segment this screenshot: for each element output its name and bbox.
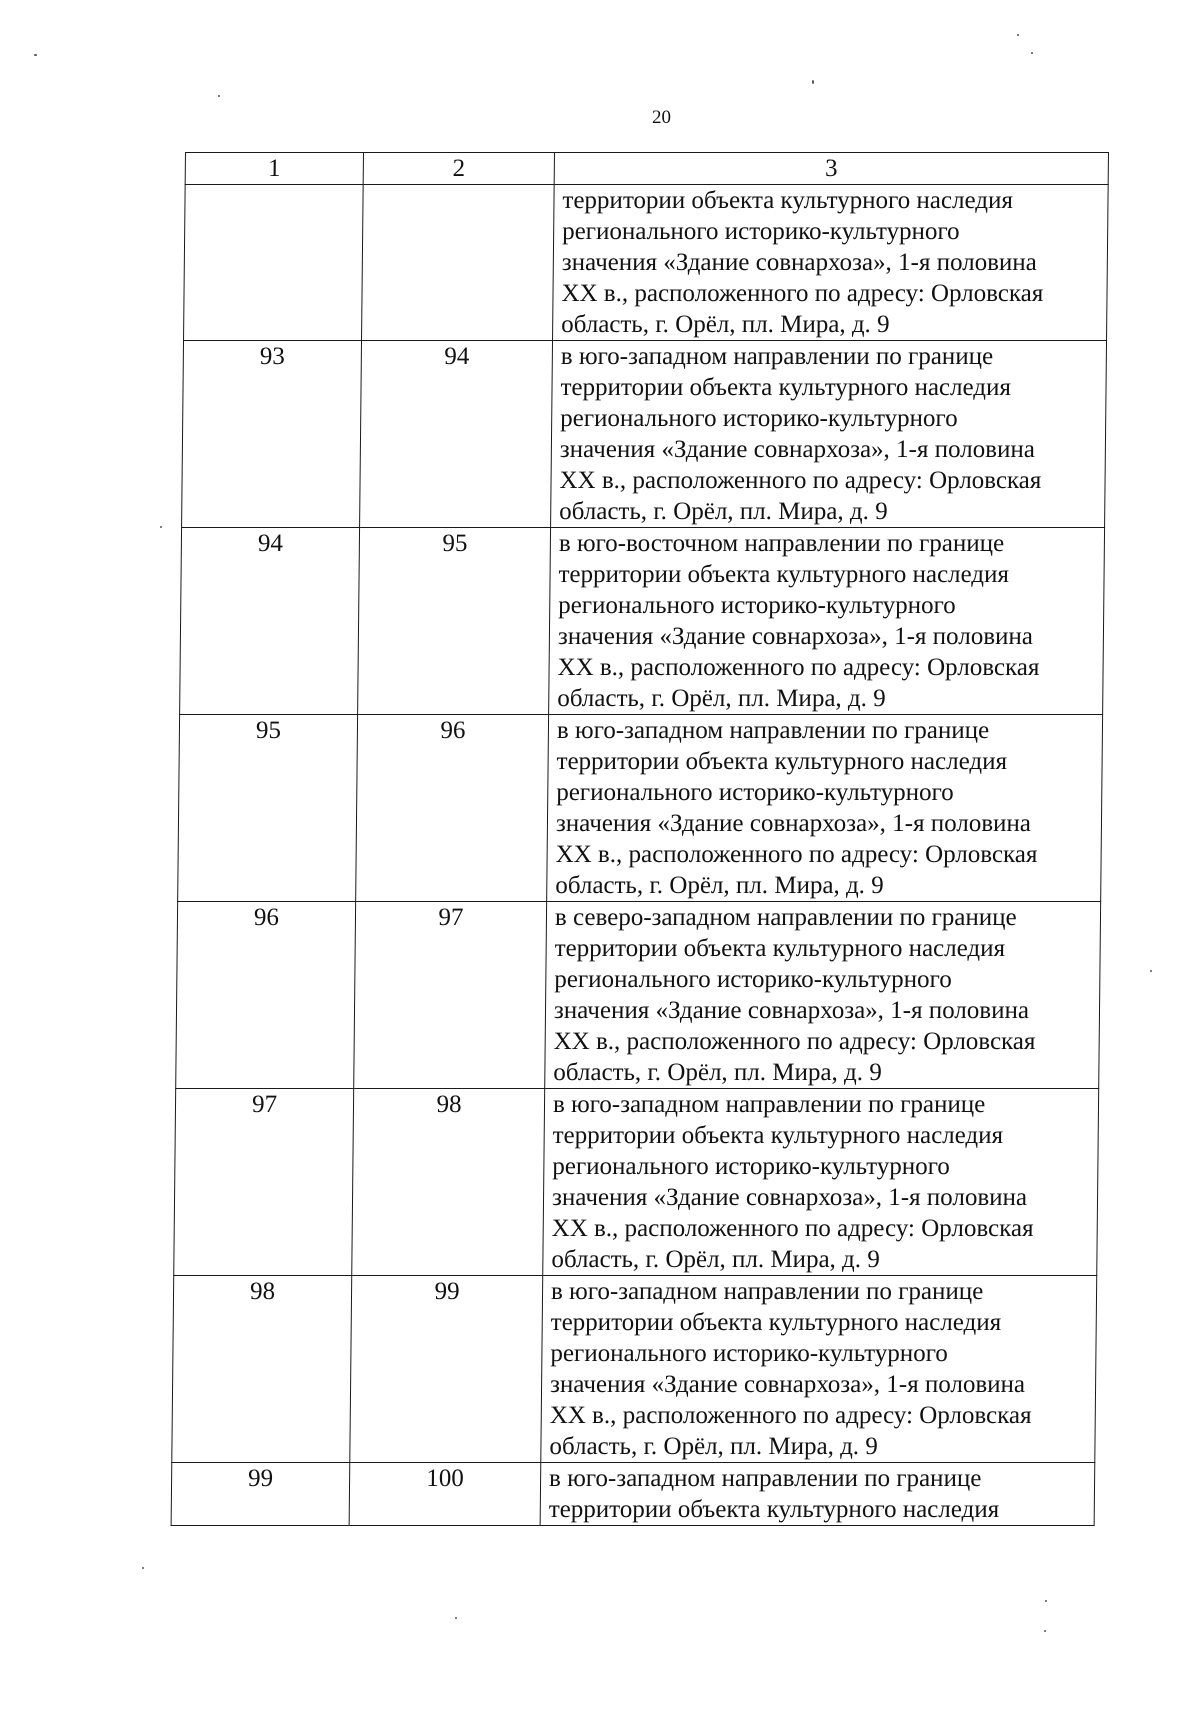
to-point-cell: 96 — [356, 715, 549, 902]
description-line: территории объекта культурного наследия — [548, 1496, 1000, 1523]
description-line: регионального историко-культурного — [558, 592, 956, 619]
from-point-cell — [184, 185, 364, 341]
description-line: в юго-западном направлении по границе — [560, 343, 994, 370]
description-line: область, г. Орёл, пл. Мира, д. 9 — [551, 1246, 880, 1273]
table-row — [180, 528, 1105, 715]
from-point-cell: 94 — [180, 528, 360, 715]
table-row — [174, 1089, 1099, 1276]
description-line: XX в., расположенного по адресу: Орловская — [551, 1215, 1034, 1242]
from-point-cell: 96 — [176, 902, 356, 1089]
scan-speck — [455, 1617, 457, 1619]
table-header-row — [185, 153, 1108, 185]
description-line: в юго-западном направлении по границе — [550, 1278, 984, 1305]
description-line: XX в., расположенного по адресу: Орловская — [557, 654, 1040, 681]
description-cell — [543, 1089, 1099, 1276]
boundary-points-table — [171, 152, 1109, 1526]
description-line: в северо-западном направлении по границе — [554, 904, 1017, 931]
description-line: XX в., расположенного по адресу: Орловская — [555, 841, 1038, 868]
description-line: регионального историко-культурного — [554, 966, 952, 993]
description-line: область, г. Орёл, пл. Мира, д. 9 — [559, 498, 888, 525]
to-point-cell: 94 — [360, 341, 553, 528]
description-line: территории объекта культурного наследия — [552, 1122, 1004, 1149]
from-point-cell: 93 — [182, 341, 362, 528]
scan-speck — [1044, 1630, 1046, 1632]
description-cell — [549, 528, 1105, 715]
scan-speck — [1150, 970, 1152, 972]
description-line: XX в., расположенного по адресу: Орловская — [553, 1028, 1036, 1055]
description-line: область, г. Орёл, пл. Мира, д. 9 — [557, 685, 886, 712]
description-line: территории объекта культурного наследия — [556, 748, 1008, 775]
table-row — [182, 341, 1107, 528]
description-line: регионального историко-культурного — [556, 779, 954, 806]
description-line: регионального историко-культурного — [560, 405, 958, 432]
description-line: значения «Здание совнархоза», 1-я половина — [559, 436, 1036, 463]
scan-speck — [812, 80, 814, 84]
description-line: в юго-восточном направлении по границе — [558, 530, 1005, 557]
description-line: значения «Здание совнархоза», 1-я половина — [551, 1184, 1028, 1211]
description-line: регионального историко-культурного — [550, 1340, 948, 1367]
table-row — [176, 902, 1101, 1089]
scan-speck — [142, 1567, 144, 1569]
description-line: в юго-западном направлении по границе — [552, 1091, 986, 1118]
description-cell — [553, 185, 1109, 341]
table-row — [172, 1276, 1097, 1463]
description-line: область, г. Орёл, пл. Мира, д. 9 — [553, 1059, 882, 1086]
description-line: регионального историко-культурного — [552, 1153, 950, 1180]
scan-speck — [1017, 34, 1019, 36]
description-line: значения «Здание совнархоза», 1-я половина — [557, 623, 1034, 650]
description-line: XX в., расположенного по адресу: Орловская — [559, 467, 1042, 494]
from-point-cell: 95 — [178, 715, 358, 902]
description-cell — [545, 902, 1101, 1089]
description-line: XX в., расположенного по адресу: Орловская — [549, 1402, 1032, 1429]
to-point-cell: 97 — [354, 902, 547, 1089]
description-line: значения «Здание совнархоза», 1-я половина — [561, 249, 1037, 276]
description-line: XX в., расположенного по адресу: Орловская — [561, 280, 1044, 307]
description-cell — [551, 341, 1107, 528]
description-line: область, г. Орёл, пл. Мира, д. 9 — [549, 1433, 879, 1460]
table-row — [184, 185, 1109, 341]
description-cell — [547, 715, 1103, 902]
description-line: в юго-западном направлении по границе — [548, 1465, 982, 1492]
page-number: 20 — [652, 107, 671, 128]
to-point-cell — [362, 185, 555, 341]
description-line: значения «Здание совнархоза», 1-я половина — [555, 810, 1032, 837]
scan-speck — [1045, 1600, 1047, 1602]
description-line: территории объекта культурного наследия — [558, 561, 1010, 588]
table-row — [171, 1463, 1095, 1526]
description-cell — [541, 1276, 1097, 1463]
table-body — [171, 185, 1108, 1526]
to-point-cell: 98 — [352, 1089, 545, 1276]
column-header-2: 2 — [363, 153, 554, 185]
description-line: область, г. Орёл, пл. Мира, д. 9 — [555, 872, 884, 899]
description-line: территории объекта культурного наследия — [560, 374, 1012, 401]
to-point-cell: 99 — [350, 1276, 543, 1463]
to-point-cell: 95 — [358, 528, 551, 715]
description-line: территории объекта культурного наследия — [562, 187, 1014, 214]
description-line: регионального историко-культурного — [562, 218, 960, 245]
description-line: территории объекта культурного наследия — [550, 1309, 1002, 1336]
from-point-cell: 99 — [171, 1463, 350, 1526]
description-line: значения «Здание совнархоза», 1-я половина — [553, 997, 1030, 1024]
description-cell — [540, 1463, 1095, 1526]
scan-speck — [160, 526, 162, 528]
column-header-1: 1 — [185, 153, 363, 185]
description-line: значения «Здание совнархоза», 1-я половина — [549, 1371, 1026, 1398]
description-line: территории объекта культурного наследия — [554, 935, 1006, 962]
description-line: в юго-западном направлении по границе — [556, 717, 990, 744]
scan-speck — [1031, 52, 1033, 54]
from-point-cell: 97 — [174, 1089, 354, 1276]
from-point-cell: 98 — [172, 1276, 352, 1463]
table-row — [178, 715, 1103, 902]
scan-speck — [218, 95, 220, 97]
scan-speck — [34, 54, 37, 56]
description-line: область, г. Орёл, пл. Мира, д. 9 — [561, 311, 890, 338]
to-point-cell: 100 — [349, 1463, 541, 1526]
column-header-3: 3 — [554, 153, 1108, 185]
